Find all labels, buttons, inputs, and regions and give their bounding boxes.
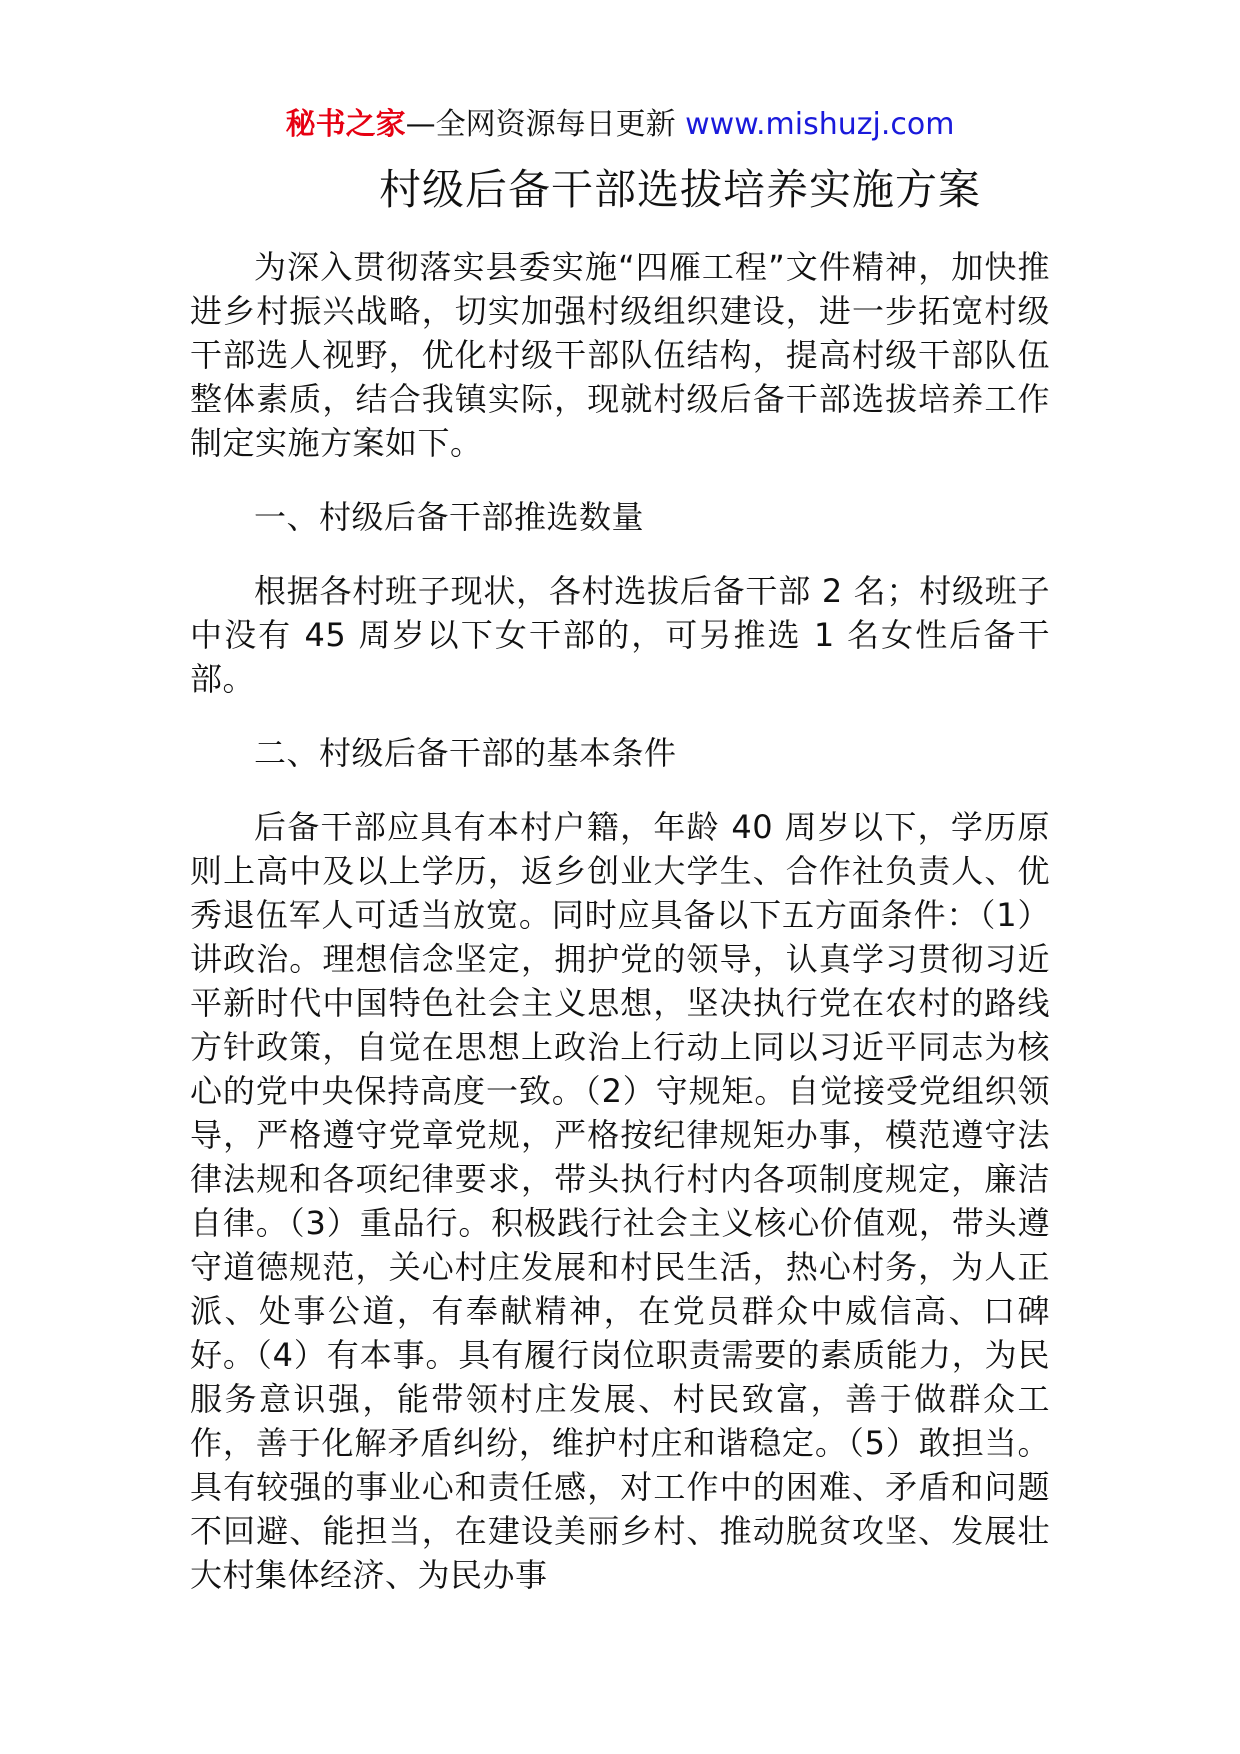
- intro-paragraph: 为深入贯彻落实县委实施“四雁工程”文件精神，加快推进乡村振兴战略，切实加强村级组织建设，进一步拓宽村级干部选人视野，优化村级干部队伍结构，提高村级干部队伍整体素质，结合我镇实际，现就村级后备干部选拔培养工作制定实施方案如下。: [190, 248, 1050, 462]
- document-title: 村级后备干部选拔培养实施方案: [378, 165, 981, 214]
- site-tagline: —全网资源每日更新: [405, 107, 686, 142]
- site-url-link[interactable]: www.mishuzj.com: [685, 107, 955, 142]
- site-header: [0, 104, 1240, 146]
- section-2-heading: 二、村级后备干部的基本条件: [254, 734, 677, 772]
- section-1-paragraph: 根据各村班子现状，各村选拔后备干部 2 名；村级班子中没有 45 周岁以下女干部的，可另推选 1 名女性后备干部。: [190, 572, 1050, 698]
- document-body: [190, 245, 1050, 1627]
- section-1-heading: 一、村级后备干部推选数量: [254, 498, 645, 536]
- site-brand: 秘书之家: [285, 107, 406, 142]
- section-2-paragraph: 后备干部应具有本村户籍，年龄 40 周岁以下，学历原则上高中及以上学历，返乡创业大学生、合作社负责人、优秀退伍军人可适当放宽。同时应具备以下五方面条件：（1）讲政治。理想信念坚定，拥护党的领导，认真学习贯彻习近平新时代中国特色社会主义思想，坚决执行党在农村的路线方针政策，自觉在思想上政治上行动上同以习近平同志为核心的党中央保持高度一致。（2）守规矩。自觉接受党组织领导，严格遵守党章党规，严格按纪律规矩办事，模范遵守法律法规和各项纪律要求，带头执行村内各项制度规定，廉洁自律。（3）重品行。积极践行社会主义核心价值观，带头遵守道德规范，关心村庄发展和村民生活，热心村务，为人正派、处事公道，有奉献精神，在党员群众中威信高、口碑好。（4）有本事。具有履行岗位职责需要的素质能力，为民服务意识强，能带领村庄发展、村民致富，善于做群众工作，善于化解矛盾纠纷，维护村庄和谐稳定。（5）敢担当。具有较强的事业心和责任感，对工作中的困难、矛盾和问题不回避、能担当，在建设美丽乡村、推动脱贫攻坚、发展壮大村集体经济、为民办事: [190, 808, 1050, 1594]
